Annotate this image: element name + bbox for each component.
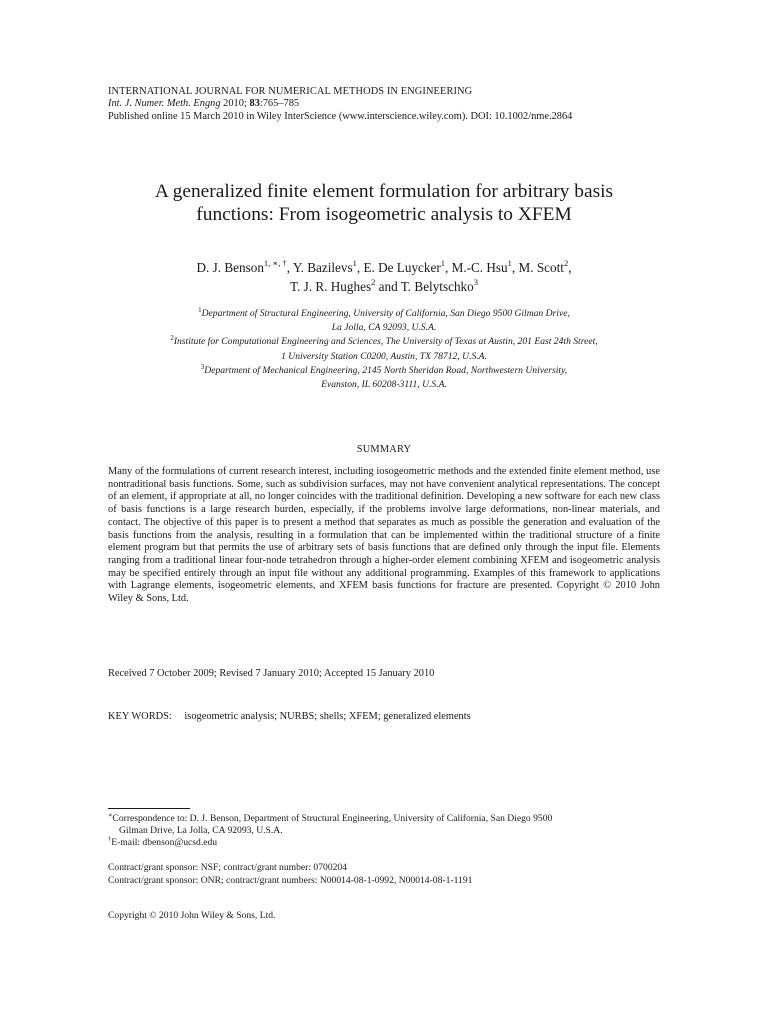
footnotes (108, 813, 664, 849)
author-name: M. Scott (518, 260, 564, 275)
author-affiliation-mark: 2 (563, 257, 569, 268)
author-line-2 (108, 277, 660, 296)
author-separator: and (375, 279, 401, 294)
author-name: M.-C. Hsu (451, 260, 508, 275)
affiliation-text: 1 University Station C0200, Austin, TX 78712, U.S.A. (281, 350, 487, 362)
email-text: E-mail: dbenson@ucsd.edu (111, 837, 218, 848)
affiliation-line (100, 307, 668, 321)
citation-year: 2010; (223, 98, 247, 110)
citation-volume: 83 (249, 98, 260, 110)
received-dates: Received 7 October 2009; Revised 7 January 2010; Accepted 15 January 2010 (108, 668, 435, 679)
journal-header (108, 86, 668, 123)
keywords (108, 711, 660, 722)
affiliation-text: La Jolla, CA 92093, U.S.A. (331, 322, 437, 334)
affiliation-text: Institute for Computational Engineering and Sciences, The University of Texas at Austin, 201 East 24th Street, (173, 336, 598, 348)
author-affiliation-mark: 1, ∗, † (263, 257, 287, 268)
journal-citation (108, 98, 668, 110)
journal-name: INTERNATIONAL JOURNAL FOR NUMERICAL METHODS IN ENGINEERING (108, 86, 473, 97)
author-separator: , (356, 260, 364, 275)
citation-pages: :765–785 (259, 98, 300, 110)
affiliation-mark: 1 (198, 305, 202, 314)
author-separator: , (568, 260, 572, 275)
correspondence-mark: ∗ (108, 811, 113, 819)
author-affiliation-mark: 1 (440, 257, 445, 268)
affiliation-text: Evanston, IL 60208-3111, U.S.A. (321, 379, 447, 391)
email-mark: † (108, 835, 112, 843)
author-affiliation-mark: 3 (473, 276, 478, 287)
author-name: Y. Bazilevs (292, 260, 353, 275)
correspondence-footnote (108, 813, 664, 825)
affiliation-text: Department of Mechanical Engineering, 2145 North Sheridan Road, Northwestern University, (204, 364, 568, 376)
author-affiliation-mark: 2 (371, 276, 376, 287)
title-line-2: functions: From isogeometric analysis to XFEM (196, 204, 572, 225)
published-line: Published online 15 March 2010 in Wiley InterScience (www.interscience.wiley.com). DOI: 10.1002/nme.2864 (108, 110, 573, 122)
email-footnote (108, 837, 664, 849)
keywords-label: KEY WORDS: (108, 711, 172, 722)
copyright-notice: Copyright © 2010 John Wiley & Sons, Ltd. (108, 910, 276, 921)
affiliation-mark: 2 (170, 334, 174, 343)
author-line-1 (108, 258, 660, 277)
author-affiliation-mark: 1 (507, 257, 512, 268)
author-name: T. Belytschko (400, 279, 474, 294)
footnote-rule (108, 808, 190, 809)
affiliation-line (100, 321, 668, 335)
affiliation-line (100, 350, 668, 364)
affiliation-line (100, 378, 668, 392)
author-name: E. De Luycker (363, 260, 441, 275)
affiliations (100, 307, 668, 392)
author-separator: , (445, 260, 452, 275)
grant-sponsors (108, 862, 664, 887)
author-separator: , (286, 260, 293, 275)
author-name: T. J. R. Hughes (290, 279, 372, 294)
correspondence-text-1: Correspondence to: D. J. Benson, Department of Structural Engineering, University of California, San Diego 9500 (112, 813, 553, 824)
sponsor-line-nsf: Contract/grant sponsor: NSF; contract/grant number: 0700204 (108, 862, 348, 873)
author-list (108, 258, 660, 296)
keywords-values: isogeometric analysis; NURBS; shells; XFEM; generalized elements (184, 711, 471, 722)
title-line-1: A generalized finite element formulation for arbitrary basis (154, 181, 614, 202)
author-affiliation-mark: 1 (352, 257, 357, 268)
affiliation-line (100, 364, 668, 378)
summary-heading: SUMMARY (356, 444, 412, 455)
sponsor-line-onr: Contract/grant sponsor: ONR; contract/grant numbers: N00014-08-1-0992, N00014-08-1-1191 (108, 874, 473, 886)
author-name: D. J. Benson (196, 260, 264, 275)
author-separator: , (511, 260, 519, 275)
abstract-text: Many of the formulations of current research interest, including iosogeometric methods and the extended finite element method, use nontraditional basis functions. Some, such as subdivision surfaces, may not have convenient analytical representations. The concept of an element, if appropriate at all, no longer coincides with the traditional definition. Developing a new software for each new class of basis functions is a large research burden, especially, if the problems involve large deformations, non-linear materials, and contact. The objective of this paper is to present a method that separates as much as possible the generation and evaluation of the basis functions from the analysis, resulting in a formulation that can be implemented within the traditional structure of a finite element program but that permits the use of arbitrary sets of basis functions that are defined only through the input file. Elements ranging from a traditional linear four-node tetrahedron through a higher-order element combining XFEM and isogeometric analysis may be specified entirely through an input file without any additional programming. Examples of this framework to applications with Lagrange elements, isogeometric elements, and XFEM basis functions for fracture are presented. Copyright © 2010 John Wiley & Sons, Ltd. (108, 466, 660, 605)
citation-abbrev: Int. J. Numer. Meth. Engng (108, 98, 221, 110)
correspondence-text-2: Gilman Drive, La Jolla, CA 92093, U.S.A. (119, 825, 283, 836)
affiliation-line (100, 335, 668, 349)
paper-title (108, 180, 660, 226)
affiliation-text: Department of Structural Engineering, University of California, San Diego 9500 Gilman Drive, (201, 308, 570, 319)
affiliation-mark: 3 (200, 362, 205, 371)
